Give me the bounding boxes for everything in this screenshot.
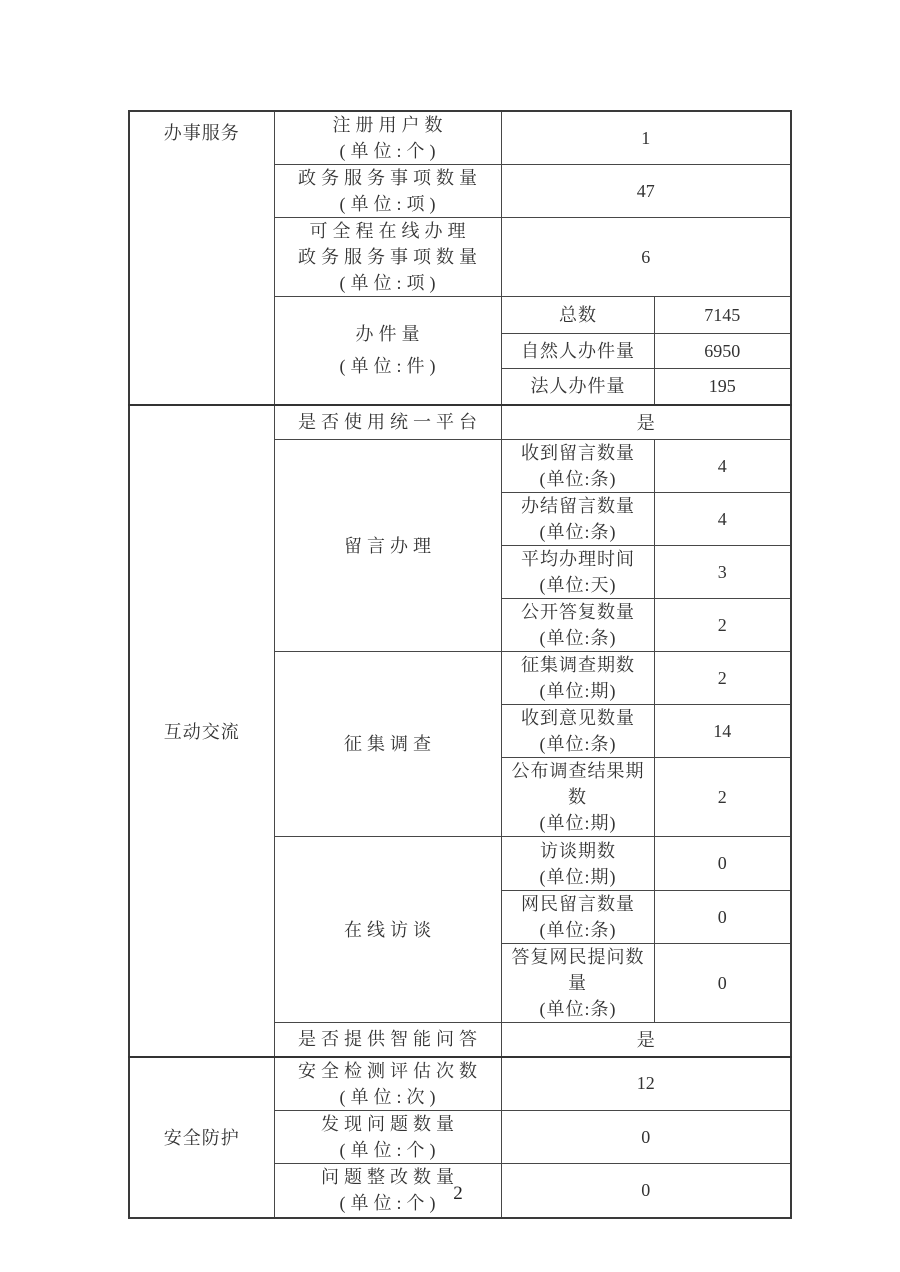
cell-messages-received-value: 4: [654, 440, 791, 493]
category-services: 办事服务: [129, 111, 274, 405]
cell-netizen-messages-label: [501, 891, 654, 944]
cell-survey-periods-label: [501, 652, 654, 705]
cell-interview-periods-label: [501, 837, 654, 891]
cell-survey-label: 征集调查: [274, 652, 501, 837]
cell-problems-found-label: [274, 1111, 501, 1164]
cell-case-total-value: 7145: [654, 297, 791, 334]
cell-netizen-messages-value: 0: [654, 891, 791, 944]
unit-line: (单位:项): [339, 273, 441, 293]
label-line: 公布调查结果期数: [511, 761, 645, 807]
unit-line: (单位:期): [539, 866, 617, 887]
unit-line: (单位:条): [539, 920, 617, 940]
cell-security-assessments-label: [274, 1057, 501, 1111]
cell-full-online-items-value: 6: [501, 218, 791, 297]
label-line: 办件量: [355, 324, 425, 345]
cell-avg-handling-time-label: [501, 546, 654, 599]
unit-line: (单位:条): [539, 522, 617, 542]
label-line: 答复网民提问数量: [511, 947, 645, 993]
label-line: 办结留言数量: [521, 496, 635, 516]
cell-full-online-items-label: [274, 218, 501, 297]
label-line: 征集调查期数: [521, 655, 635, 675]
table-row: [129, 1057, 791, 1111]
cell-avg-handling-time-value: 3: [654, 546, 791, 599]
unit-line: (单位:天): [539, 575, 617, 595]
cell-case-legal-person-value: 195: [654, 369, 791, 405]
cell-opinions-received-label: [501, 705, 654, 758]
cell-survey-periods-value: 2: [654, 652, 791, 705]
cell-messages-received-label: [501, 440, 654, 493]
unit-line: (单位:个): [339, 1140, 441, 1160]
label-line: 可全程在线办理: [309, 221, 471, 241]
cell-case-natural-person-label: 自然人办件量: [501, 334, 654, 369]
label-line: 公开答复数量: [521, 602, 635, 622]
label-line: 问题整改数量: [321, 1167, 459, 1188]
cell-gov-service-items-label: [274, 165, 501, 218]
cell-security-assessments-value: 12: [501, 1057, 791, 1111]
label-line: 平均办理时间: [521, 549, 635, 569]
cell-case-legal-person-label: 法人办件量: [501, 369, 654, 405]
cell-gov-service-items-value: 47: [501, 165, 791, 218]
cell-online-interview-label: 在线访谈: [274, 837, 501, 1023]
cell-smart-qa-value: 是: [501, 1023, 791, 1057]
cell-public-replies-value: 2: [654, 599, 791, 652]
cell-message-handling-label: 留言办理: [274, 440, 501, 652]
cell-opinions-received-value: 14: [654, 705, 791, 758]
cell-unified-platform-label: 是否使用统一平台: [274, 405, 501, 440]
table-row: [129, 405, 791, 440]
cell-case-natural-person-value: 6950: [654, 334, 791, 369]
cell-problems-rectified-value: 0: [501, 1164, 791, 1218]
unit-line: (单位:项): [339, 194, 441, 214]
unit-line: (单位:件): [339, 356, 441, 377]
label-line: 安全检测评估次数: [298, 1060, 482, 1081]
unit-line: (单位:次): [339, 1086, 441, 1107]
unit-line: (单位:个): [339, 1193, 441, 1214]
table-row: [129, 111, 791, 165]
label-line: 注册用户数: [332, 115, 448, 135]
cell-case-total-label: 总数: [501, 297, 654, 334]
cell-unified-platform-value: 是: [501, 405, 791, 440]
annual-report-table: [128, 110, 792, 1219]
cell-registered-users-label: [274, 111, 501, 165]
cell-messages-completed-label: [501, 493, 654, 546]
cell-case-volume-label: [274, 297, 501, 405]
category-security: 安全防护: [129, 1057, 274, 1218]
label-line: 收到意见数量: [521, 708, 635, 728]
label-line: 政务服务事项数量: [298, 168, 482, 188]
category-interaction: 互动交流: [129, 405, 274, 1057]
unit-line: (单位:期): [539, 681, 617, 701]
cell-survey-results-published-value: 2: [654, 758, 791, 837]
cell-messages-completed-value: 4: [654, 493, 791, 546]
cell-smart-qa-label: 是否提供智能问答: [274, 1023, 501, 1057]
cell-survey-results-published-label: [501, 758, 654, 837]
label-line: 访谈期数: [540, 840, 616, 861]
unit-line: (单位:期): [539, 813, 617, 833]
cell-interview-periods-value: 0: [654, 837, 791, 891]
label-line: 网民留言数量: [521, 894, 635, 914]
unit-line: (单位:条): [539, 469, 617, 489]
unit-line: (单位:条): [539, 999, 617, 1019]
unit-line: (单位:个): [339, 141, 441, 161]
page-number: 2: [453, 1183, 463, 1204]
unit-line: (单位:条): [539, 734, 617, 754]
cell-netizen-question-replies-label: [501, 944, 654, 1023]
unit-line: (单位:条): [539, 628, 617, 648]
cell-netizen-question-replies-value: 0: [654, 944, 791, 1023]
label-line: 收到留言数量: [521, 443, 635, 463]
cell-problems-found-value: 0: [501, 1111, 791, 1164]
label-line: 发现问题数量: [321, 1114, 459, 1134]
cell-public-replies-label: [501, 599, 654, 652]
label-line: 政务服务事项数量: [298, 247, 482, 267]
cell-registered-users-value: 1: [501, 111, 791, 165]
